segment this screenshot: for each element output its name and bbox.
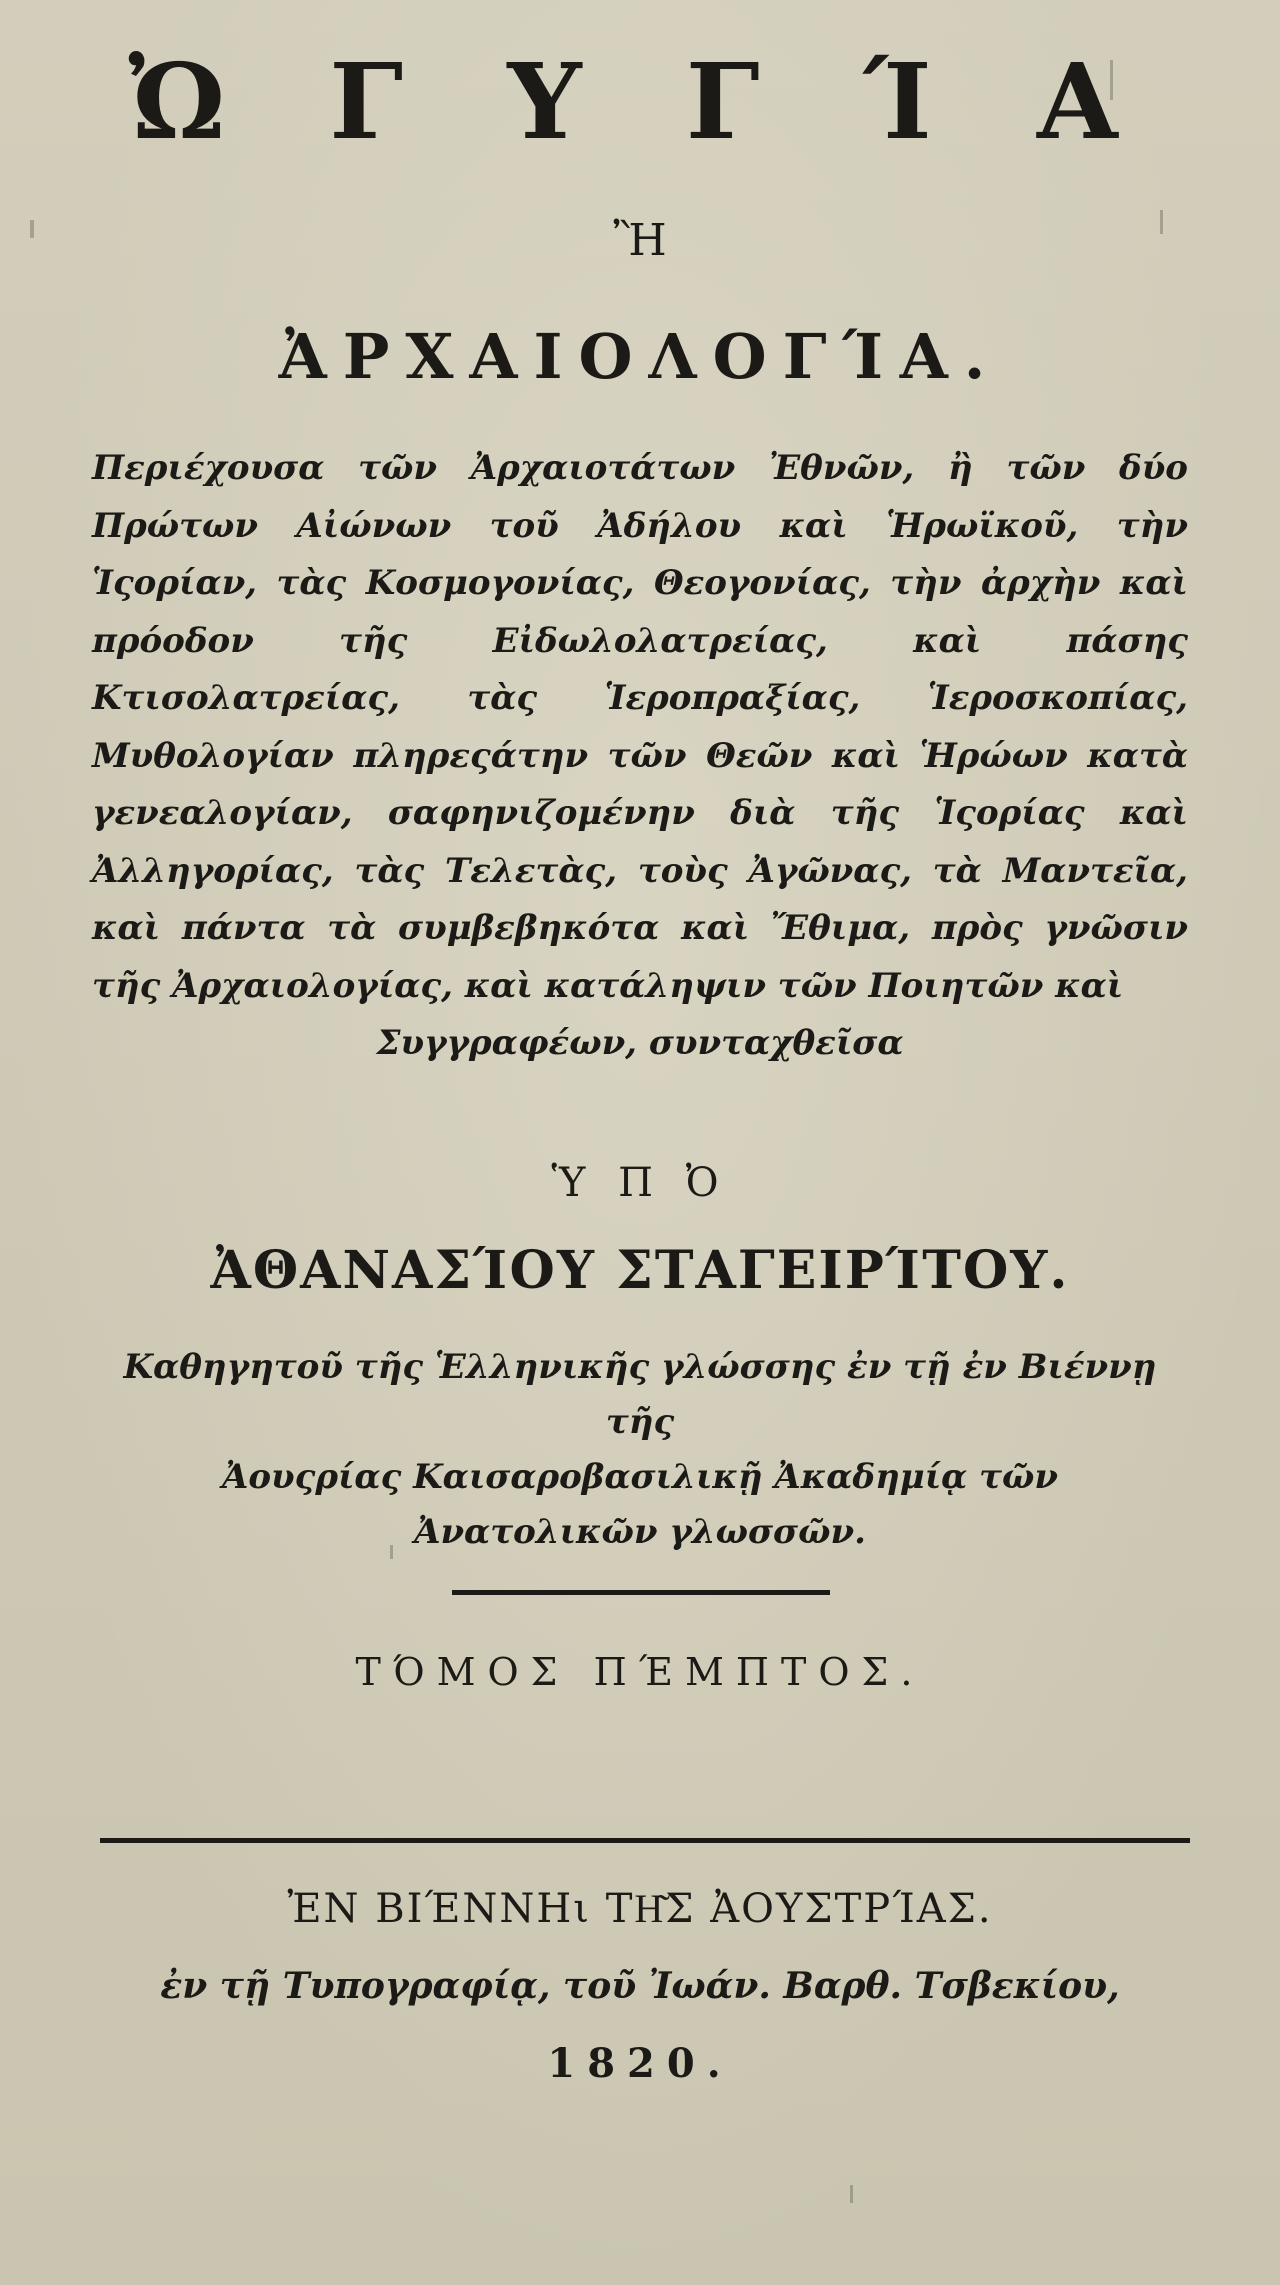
affiliation-line: Ἀνατολικῶν γλωσσῶν. (414, 1512, 866, 1552)
paper-speck (1110, 60, 1113, 100)
description-paragraph (92, 440, 1188, 1073)
imprint-year: 1820. (547, 2040, 733, 2087)
affiliation-line: Καθηγητοῦ τῆς Ἑλληνικῆς γλώσσης ἐν τῇ ἐν Βιέννῃ τῆς (123, 1347, 1157, 1442)
affiliation-line: Ἀουςρίας Καισαροβασιλικῇ Ἀκαδημίᾳ τῶν (221, 1457, 1058, 1497)
volume-label: ΤΌΜΟΣ ΠΈΜΠΤΟΣ. (355, 1650, 925, 1694)
long-divider (100, 1838, 1190, 1843)
short-divider (452, 1590, 830, 1595)
paper-speck (850, 2185, 853, 2203)
description-last-line: Συγγραφέων, συνταχθεῖσα (376, 1023, 904, 1063)
description-text: Περιέχουσα τῶν Ἀρχαιοτάτων Ἐθνῶν, ἢ τῶν δύο Πρώτων Αἰώνων τοῦ Ἀδήλου καὶ Ἡρωϊκοῦ, τὴν Ἱςορίαν, τὰς Κοσμογονίας, Θεογονίας, τὴν ἀρχὴν καὶ πρόοδον τῆς Εἰδωλολατρείας, καὶ πάσης Κτισολατρείας, τὰς Ἱεροπραξίας, Ἱεροσκοπίας, Μυθολογίαν πληρεςάτην τῶν Θεῶν καὶ Ἡρώων κατὰ γενεαλογίαν, σαφηνιζομένην διὰ τῆς Ἱςορίας καὶ Ἀλληγορίας, τὰς Τελετὰς, τοὺς Ἀγῶνας, τὰ Μαντεῖα, καὶ πάντα τὰ συμβεβηκότα καὶ Ἔθιμα, πρὸς γνῶσιν τῆς Ἀρχαιολογίας, καὶ κατάληψιν τῶν Ποιητῶν καὶ (92, 448, 1188, 1006)
author-name: ἈΘΑΝΑΣΊΟΥ ΣΤΑΓΕΙΡΊΤΟΥ. (210, 1240, 1070, 1301)
imprint-printer: ἐν τῇ Τυπογραφίᾳ, τοῦ Ἰωάν. Βαρθ. Τσβεκίου, (160, 1965, 1120, 2007)
paper-speck (30, 220, 34, 238)
title-conjunction: Ἢ (613, 215, 667, 266)
paper-speck (1160, 210, 1163, 234)
imprint-place: ἘΝ ΒΙΈΝΝΗι ΤΗ͂Σ ἈΟΥΣΤΡΊΑΣ. (287, 1886, 993, 1932)
author-affiliation (100, 1340, 1180, 1560)
book-title: Ὠ Γ Υ Γ Ί Α (128, 40, 1152, 163)
book-subtitle: ἈΡΧΑΙΟΛΟΓΊΑ. (278, 320, 1002, 393)
by-label: Ὑ Π Ὀ (551, 1160, 729, 1206)
paper-speck (390, 1545, 393, 1559)
